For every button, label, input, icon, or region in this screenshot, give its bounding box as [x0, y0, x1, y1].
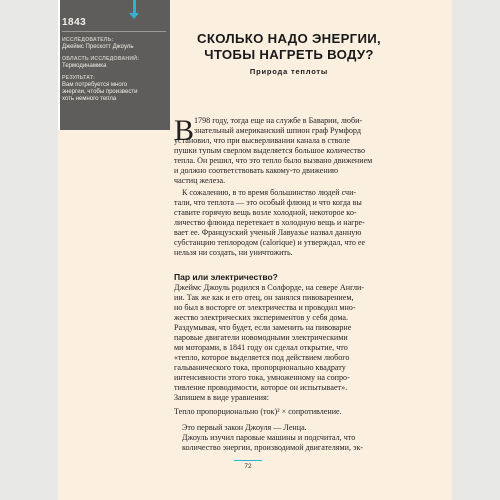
text-line: субстанцию теплородом (calorique) и утверждал, что ее [174, 238, 366, 247]
researcher-value: Джеймс Прескотт Джоуль [62, 44, 134, 50]
text-line: но был в восторге от электричества и проводил мно- [174, 303, 356, 312]
drop-cap: В [174, 114, 195, 147]
text-line: знательный американский шпион граф Румфорд [194, 126, 361, 135]
text-line: К сожалению, в то время большинство людей счи- [182, 188, 357, 197]
text-line: Раздумывая, что будет, если заменить на пивоварне [174, 323, 352, 332]
text-line: 1798 году, тогда еще на службе в Баварии, люби- [194, 116, 363, 125]
text-line: Это первый закон Джоуля — Ленца. [182, 423, 307, 432]
chapter-subtitle: Природа теплоты [249, 67, 329, 76]
text-line: нельзя ни создать, ни уничтожить. [174, 248, 293, 257]
section-heading: Пар или электричество? [174, 272, 278, 282]
field-value: Термодинамика [62, 63, 107, 69]
fact-sidebar [60, 0, 170, 130]
text-line: личество флюида перетекает в холодную вещь и нагре- [174, 218, 365, 227]
text-line: жество электрических экспериментов у себя дома. [174, 313, 349, 322]
text-line: Джоуль изучил паровые машины и подсчитал, что [182, 433, 356, 442]
sidebar-divider [62, 31, 166, 32]
researcher-label: ИССЛЕДОВАТЕЛЬ: [62, 37, 114, 43]
text-line: тивление проводимости, которое он испытывает». [174, 383, 348, 392]
text-line: тали, что теплота — это особый флюид и что когда вы [174, 198, 362, 207]
text-line: ии. Так же как и его отец, он занялся пивоварением, [174, 293, 354, 302]
text-line: вает ее. Французский ученый Лавуазье назвал данную [174, 228, 362, 237]
text-line: ставите горячую вещь возле холодной, некоторое ко- [174, 208, 357, 217]
chapter-title-line: СКОЛЬКО НАДО ЭНЕРГИИ, [197, 31, 381, 46]
text-line: ми моторами, в 1841 году он сделал открытие, что [174, 343, 348, 352]
text-line: Запишем в виде уравнения: [174, 393, 269, 402]
text-line: «тепло, которое выделяется под действием любого [174, 353, 350, 362]
text-line: установил, что при высверливании канала в стволе [174, 136, 351, 145]
arrow-down-icon [129, 13, 139, 19]
result-line: хоть немного тепла [62, 96, 117, 102]
text-line: пушки тупым сверлом выделяется большое количество [174, 146, 365, 155]
text-line: тепла. Он решил, что это тепло было вызвано движением [174, 156, 373, 165]
text-line: частиц железа. [174, 176, 226, 185]
text-line: интенсивности этого тока, умноженному на сопро- [174, 373, 350, 382]
page-number-rule [234, 460, 262, 461]
result-label: РЕЗУЛЬТАТ: [62, 75, 95, 81]
text-line: паровые двигатели новомодными электрическими [174, 333, 348, 342]
text-line: Джеймс Джоуль родился в Солфорде, на севере Англи- [174, 283, 365, 292]
result-line: энергии, чтобы произвести [62, 89, 138, 95]
text-line: количество энергии, производимой двигателями, эк- [182, 443, 364, 452]
result-line: Вам потребуется много [62, 82, 128, 88]
text-line: Тепло пропорционально (ток)² × сопротивление. [174, 407, 342, 416]
chapter-title-line: ЧТОБЫ НАГРЕТЬ ВОДУ? [204, 47, 374, 62]
field-label: ОБЛАСТЬ ИССЛЕДОВАНИЙ: [62, 56, 140, 62]
page-number: 72 [244, 463, 252, 470]
text-line: гальванического тока, пропорционально квадрату [174, 363, 346, 372]
sidebar-year: 1843 [62, 17, 87, 28]
text-line: и должно соответствовать какому-то движению [174, 166, 339, 175]
bookmark-arrow-icon [133, 0, 136, 14]
